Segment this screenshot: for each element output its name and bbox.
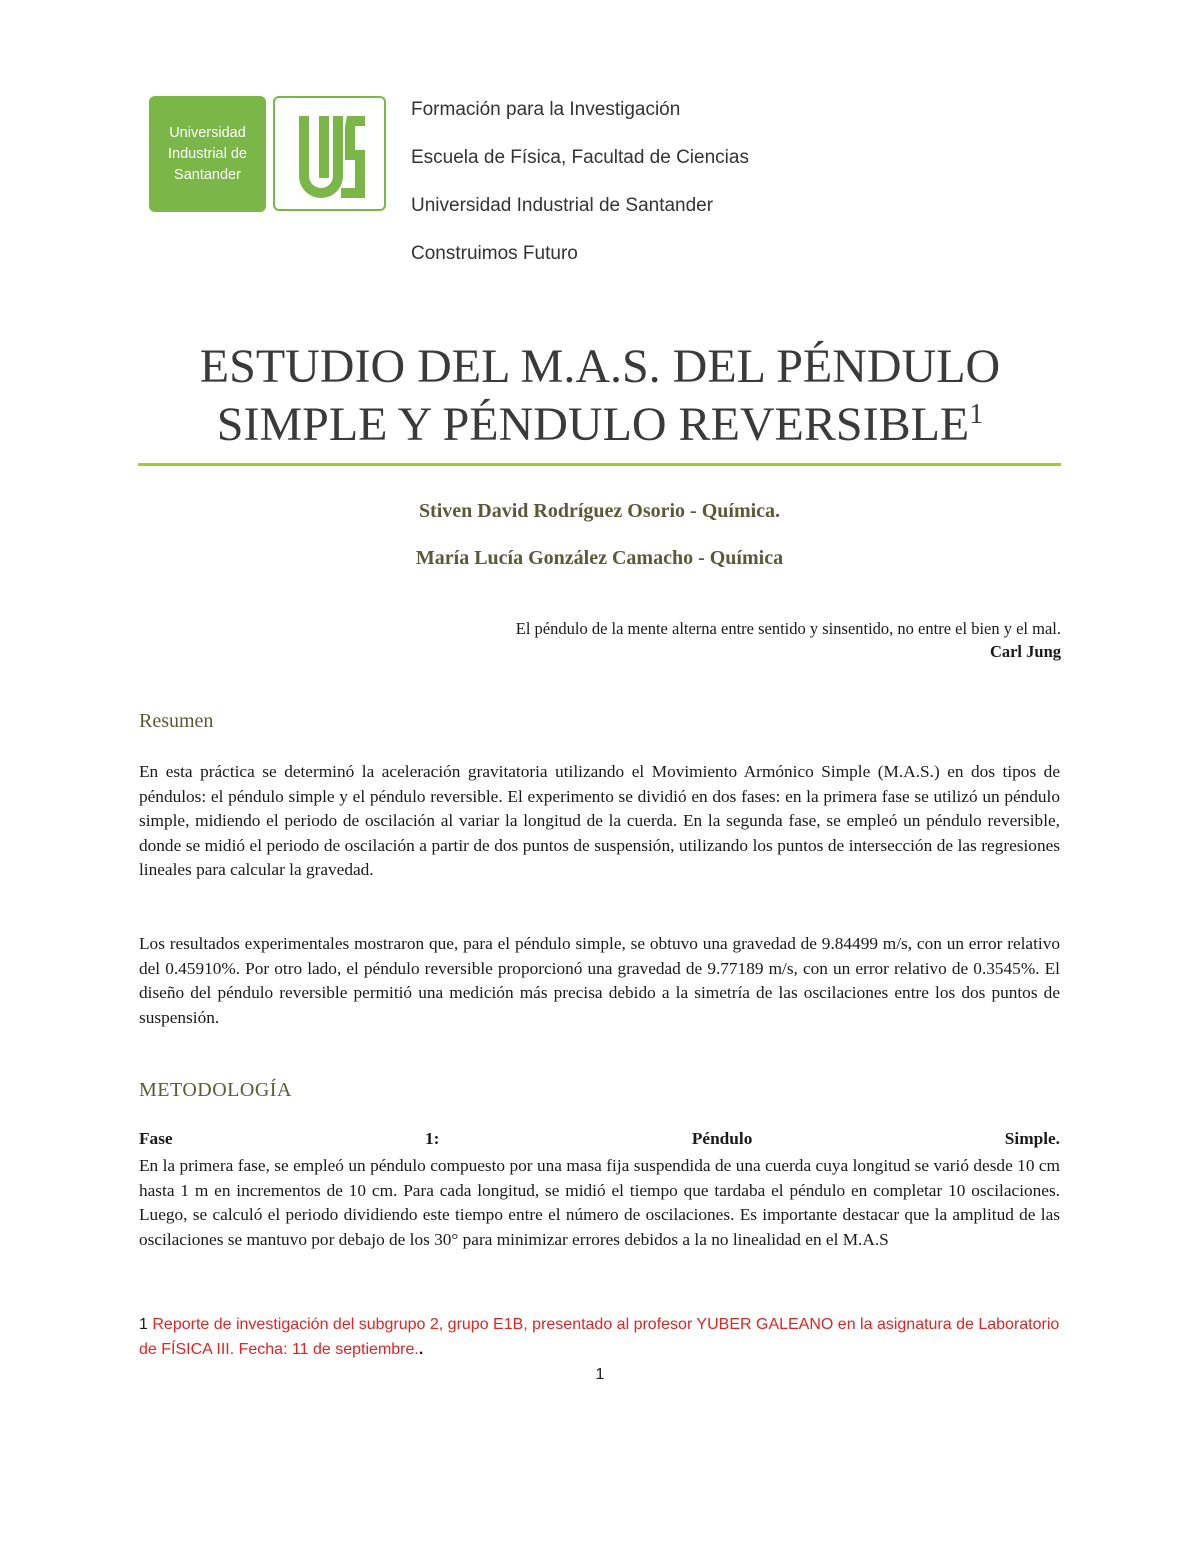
- phase-title-word: 1:: [425, 1129, 440, 1148]
- abstract-paragraph: En esta práctica se determinó la aceleración gravitatoria utilizando el Movimiento Armónico Simple (M.A.S.) en dos tipos de péndulos: el péndulo simple y el péndulo reversible. El experimento se dividió en dos fases: en la primera fase se utilizó un péndulo simple, midiendo el periodo de oscilación al variar la longitud de la cuerda. En la segunda fase, se empleó un péndulo reversible, donde se midió el periodo de oscilación a partir de dos puntos de suspensión, utilizando los puntos de intersección de las regresiones lineales para calcular la gravedad.: [139, 762, 1060, 880]
- footnote-trailing-dot: .: [418, 1340, 424, 1358]
- page-number: 1: [595, 1366, 605, 1383]
- footnote-number: 1: [139, 1316, 148, 1333]
- institution-line: Construimos Futuro: [411, 243, 578, 264]
- epigraph-author: Carl Jung: [989, 642, 1061, 661]
- institution-info: [411, 96, 749, 288]
- institution-line: Escuela de Física, Facultad de Ciencias: [411, 147, 749, 168]
- phase-title-word: Simple.: [1004, 1129, 1060, 1148]
- logo-text-line-3: Santander: [174, 167, 241, 183]
- author-name: Stiven David Rodríguez Osorio - Química.: [418, 500, 781, 522]
- logo-text-line-2: Industrial de: [168, 146, 247, 162]
- logo-text-line-1: Universidad: [169, 125, 246, 141]
- author-name: María Lucía González Camacho - Química: [415, 547, 784, 569]
- phase-title: [139, 1129, 1060, 1153]
- title-divider: [138, 463, 1061, 466]
- title-line-1: ESTUDIO DEL M.A.S. DEL PÉNDULO: [199, 340, 1001, 393]
- document-title: [120, 338, 1080, 454]
- phase-title-word: Fase: [139, 1129, 173, 1148]
- footnote: [139, 1313, 1060, 1362]
- footnote-text: Reporte de investigación del subgrupo 2, grupo E1B, presentado al profesor YUBER GALEANO en la asignatura de Laboratorio de FÍSICA III. Fecha: 11 de septiembre.: [139, 1316, 1060, 1358]
- university-logo: [149, 96, 266, 212]
- title-footnote-ref[interactable]: 1: [969, 399, 984, 430]
- epigraph: [516, 617, 1061, 663]
- uis-monogram-svg: [275, 98, 388, 213]
- institution-line: Formación para la Investigación: [411, 99, 681, 120]
- institution-line: Universidad Industrial de Santander: [411, 195, 714, 216]
- abstract-paragraph: Los resultados experimentales mostraron que, para el péndulo simple, se obtuvo una gravedad de 9.84499 m/s, con un error relativo del 0.45910%. Por otro lado, el péndulo reversible proporcionó una gravedad de 9.77189 m/s, con un error relativo de 0.3545%. El diseño del péndulo reversible permitió una medición más precisa debido a la simetría de las oscilaciones entre los dos puntos de suspensión.: [139, 934, 1060, 1027]
- methodology-paragraph: En la primera fase, se empleó un péndulo compuesto por una masa fija suspendida de una cuerda cuya longitud se varió desde 10 cm hasta 1 m en incrementos de 10 cm. Para cada longitud, se midió el tiempo que tardaba el péndulo en completar 10 oscilaciones. Luego, se calculó el periodo dividiendo este tiempo entre el número de oscilaciones. Es importante destacar que la amplitud de las oscilaciones se mantuvo por debajo de los 30° para minimizar errores debidos a la no linealidad en el M.A.S: [139, 1156, 1060, 1249]
- section-heading-metodologia: METODOLOGÍA: [139, 1079, 292, 1101]
- uis-monogram-icon: [273, 96, 386, 211]
- phase-title-word: Péndulo: [691, 1129, 753, 1148]
- title-line-2: SIMPLE Y PÉNDULO REVERSIBLE: [216, 398, 970, 451]
- epigraph-quote: El péndulo de la mente alterna entre sentido y sinsentido, no entre el bien y el mal.: [515, 619, 1061, 638]
- section-heading-resumen: Resumen: [139, 710, 214, 732]
